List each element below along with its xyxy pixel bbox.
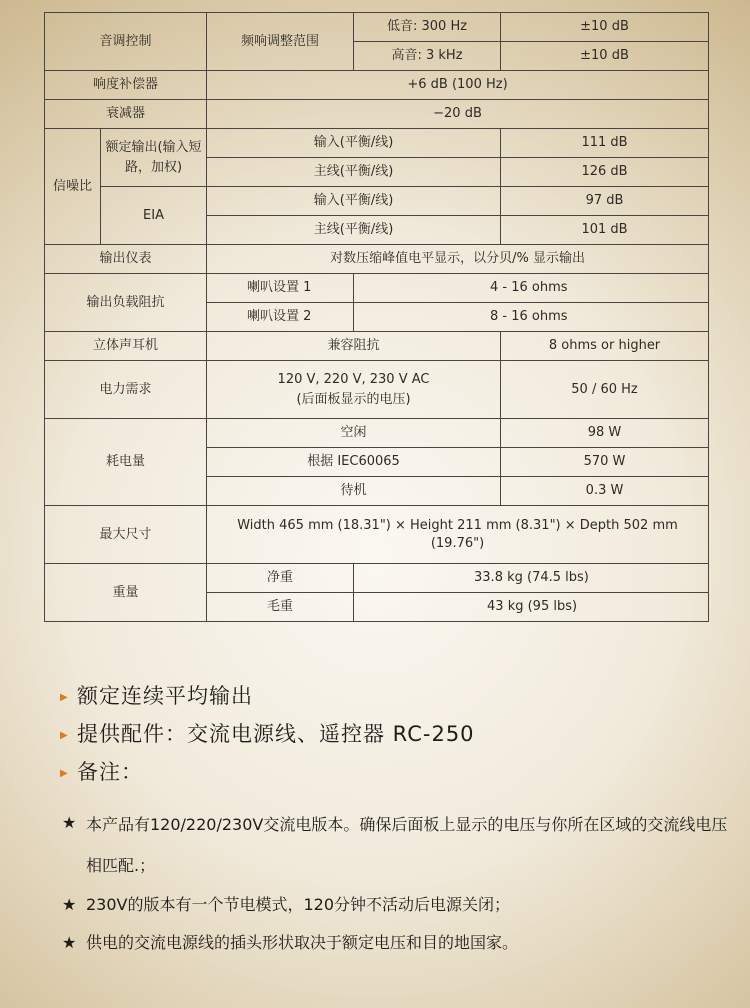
note-heading-text: 提供配件：交流电源线、遥控器 RC-250 (77, 722, 475, 746)
note-heading-text: 备注： (77, 760, 143, 784)
weight-gross-label: 毛重 (207, 593, 354, 622)
snr-eia-label: EIA (101, 187, 207, 245)
table-row (45, 71, 709, 100)
list-item (60, 886, 730, 924)
treble-label: 高音: 3 kHz (354, 42, 501, 71)
power-frequency: 50 / 60 Hz (501, 361, 709, 419)
headphone-value: 8 ohms or higher (501, 332, 709, 361)
table-row (45, 506, 709, 564)
list-item (60, 924, 730, 962)
treble-value: ±10 dB (501, 42, 709, 71)
snr-rated-main-value: 126 dB (501, 158, 709, 187)
table-row (45, 187, 709, 216)
consumption-standby-value: 0.3 W (501, 477, 709, 506)
triangle-bullet-icon: ▶ (60, 691, 69, 703)
snr-eia-input-value: 97 dB (501, 187, 709, 216)
bass-label: 低音: 300 Hz (354, 13, 501, 42)
speaker-2-value: 8 - 16 ohms (354, 303, 709, 332)
load-label: 输出负载阻抗 (45, 274, 207, 332)
tone-label: 音调控制 (45, 13, 207, 71)
weight-gross-value: 43 kg (95 lbs) (354, 593, 709, 622)
notes-section (60, 676, 730, 962)
consumption-iec-label: 根据 IEC60065 (207, 448, 501, 477)
weight-net-label: 净重 (207, 564, 354, 593)
power-voltage-value: 120 V, 220 V, 230 V AC (277, 371, 430, 387)
table-row (45, 332, 709, 361)
table-row (45, 129, 709, 158)
weight-net-value: 33.8 kg (74.5 lbs) (354, 564, 709, 593)
remark-text: 230V的版本有一个节电模式，120分钟不活动后电源关闭； (86, 895, 511, 914)
snr-rated-input-label: 输入(平衡/线) (207, 129, 501, 158)
table-row (45, 100, 709, 129)
star-icon: ★ (62, 895, 77, 914)
consumption-iec-value: 570 W (501, 448, 709, 477)
snr-rated-label: 额定输出(输入短路，加权) (101, 129, 207, 187)
attenuator-value: −20 dB (207, 100, 709, 129)
snr-eia-main-value: 101 dB (501, 216, 709, 245)
table-row (45, 274, 709, 303)
remarks-list (60, 804, 730, 962)
bass-value: ±10 dB (501, 13, 709, 42)
note-heading-accessories (60, 714, 730, 752)
table-row (45, 361, 709, 419)
headphone-label: 立体声耳机 (45, 332, 207, 361)
attenuator-label: 衰减器 (45, 100, 207, 129)
power-voltage-note: (后面板显示的电压) (296, 391, 411, 407)
speaker-2-label: 喇叭设置 2 (207, 303, 354, 332)
loudness-value: +6 dB (100 Hz) (207, 71, 709, 100)
consumption-standby-label: 待机 (207, 477, 501, 506)
dimensions-value: Width 465 mm (18.31") × Height 211 mm (8.31") × Depth 502 mm (19.76") (207, 506, 709, 564)
note-heading-remarks (60, 752, 730, 790)
snr-eia-main-label: 主线(平衡/线) (207, 216, 501, 245)
meter-label: 输出仪表 (45, 245, 207, 274)
note-heading-rated-output (60, 676, 730, 714)
remark-text: 本产品有120/220/230V交流电版本。确保后面板上显示的电压与你所在区域的交流线电压相匹配.； (86, 815, 728, 875)
star-icon: ★ (62, 813, 77, 832)
dimensions-label: 最大尺寸 (45, 506, 207, 564)
consumption-idle-label: 空闲 (207, 419, 501, 448)
table-row (45, 419, 709, 448)
consumption-label: 耗电量 (45, 419, 207, 506)
speaker-1-value: 4 - 16 ohms (354, 274, 709, 303)
meter-value: 对数压缩峰值电平显示，以分贝/% 显示输出 (207, 245, 709, 274)
headphone-sub-label: 兼容阻抗 (207, 332, 501, 361)
tone-sub-label: 频响调整范围 (207, 13, 354, 71)
speaker-1-label: 喇叭设置 1 (207, 274, 354, 303)
snr-label: 信噪比 (45, 129, 101, 245)
triangle-bullet-icon: ▶ (60, 729, 69, 741)
consumption-idle-value: 98 W (501, 419, 709, 448)
spec-table (44, 12, 709, 622)
snr-eia-input-label: 输入(平衡/线) (207, 187, 501, 216)
table-row (45, 245, 709, 274)
table-row (45, 13, 709, 42)
snr-rated-main-label: 主线(平衡/线) (207, 158, 501, 187)
list-item (60, 804, 730, 886)
triangle-bullet-icon: ▶ (60, 767, 69, 779)
power-voltage (207, 361, 501, 419)
loudness-label: 响度补偿器 (45, 71, 207, 100)
weight-label: 重量 (45, 564, 207, 622)
table-row (45, 564, 709, 593)
note-heading-text: 额定连续平均输出 (77, 684, 253, 708)
power-req-label: 电力需求 (45, 361, 207, 419)
snr-rated-input-value: 111 dB (501, 129, 709, 158)
remark-text: 供电的交流电源线的插头形状取决于额定电压和目的地国家。 (86, 933, 519, 952)
star-icon: ★ (62, 933, 77, 952)
